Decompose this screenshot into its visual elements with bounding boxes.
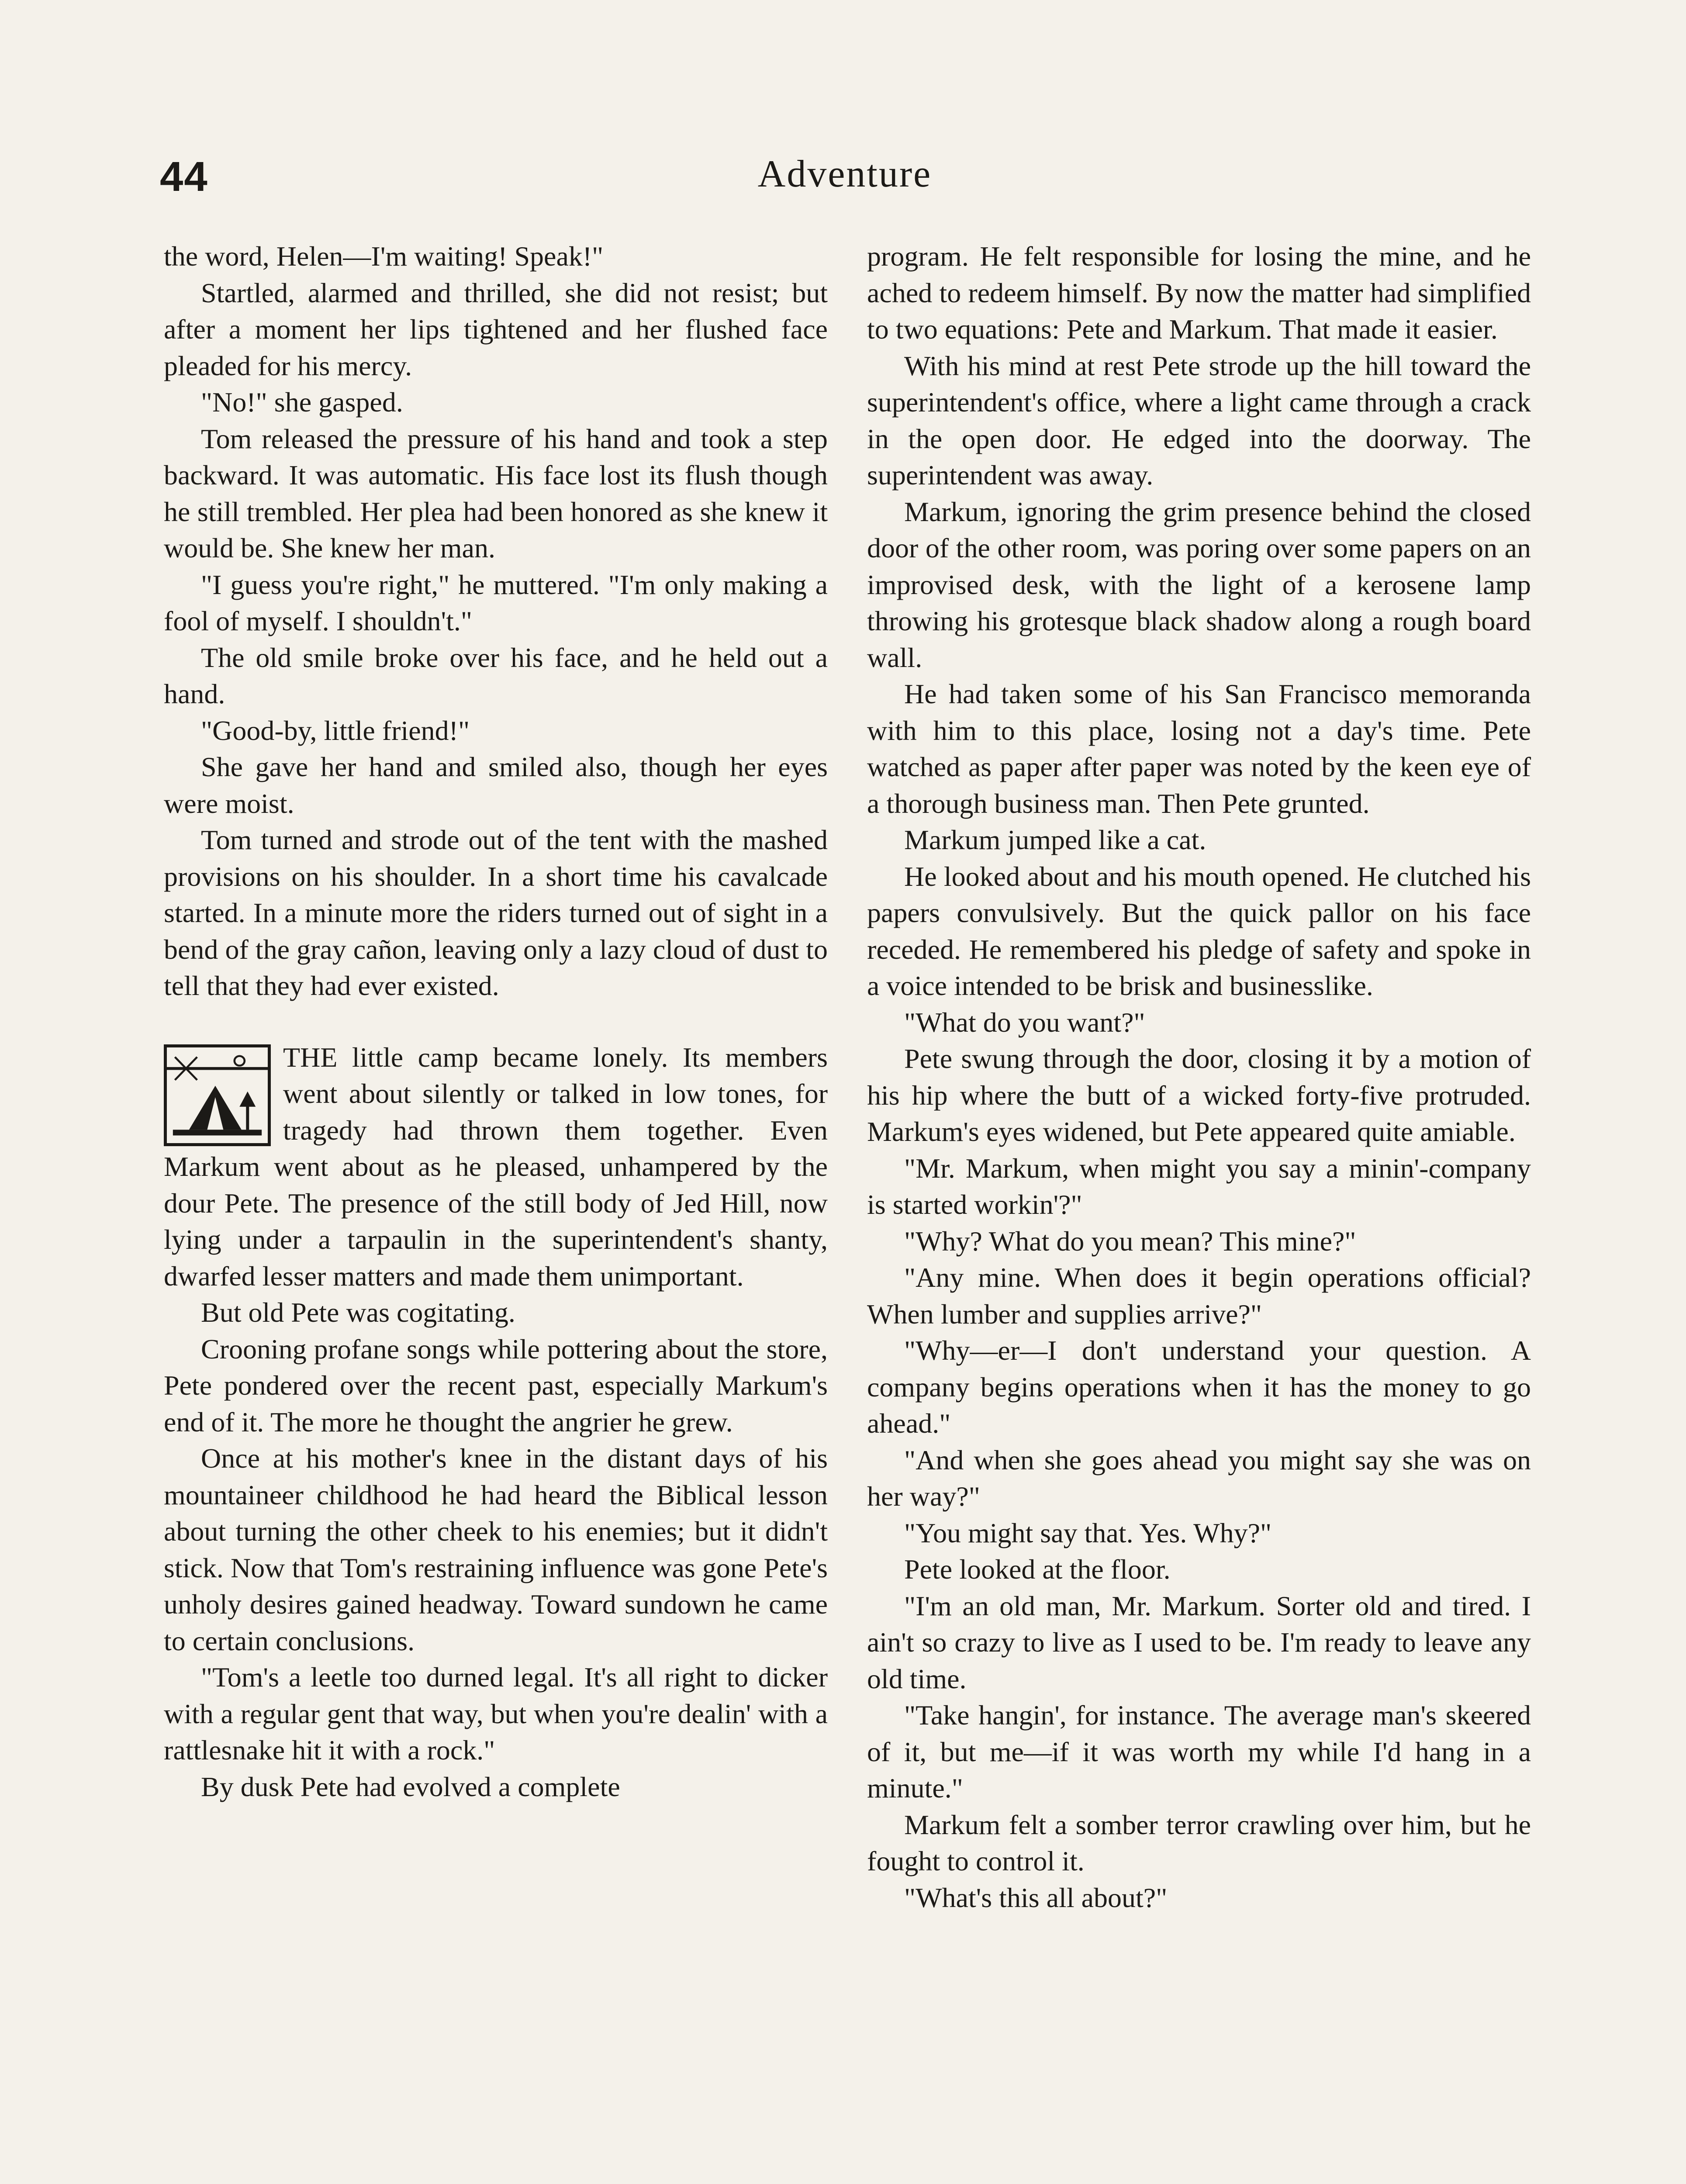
paragraph: "Why—er—I don't understand your question. A company begins operations when it has the money to go ahead." xyxy=(867,1335,1531,1439)
paragraph: But old Pete was cogitating. xyxy=(201,1297,515,1328)
paragraph: Markum, ignoring the grim presence behind the closed door of the other room, was poring over some papers on an improvised desk, with the light of a kerosene lamp throwing his grotesque black shadow along a rough board wall. xyxy=(867,496,1531,673)
paragraph: With his mind at rest Pete strode up the hill toward the superintendent's office, where a light came through a crack in the open door. He edged into the doorway. The superintendent was away. xyxy=(867,350,1531,491)
paragraph: By dusk Pete had evolved a complete xyxy=(201,1771,620,1802)
running-title: Adventure xyxy=(757,153,932,195)
paragraph: Startled, alarmed and thrilled, she did not resist; but after a moment her lips tightened and her flushed face pleaded for his mercy. xyxy=(164,277,828,381)
paragraph: "Why? What do you mean? This mine?" xyxy=(904,1225,1356,1257)
paragraph: He looked about and his mouth opened. He clutched his papers convulsively. But the quick pallor on his face receded. He remembered his pledge of safety and spoke in a voice intended to be brisk and businesslike. xyxy=(867,860,1531,1001)
paragraph: "You might say that. Yes. Why?" xyxy=(904,1517,1272,1548)
paragraph: Tom released the pressure of his hand and took a step backward. It was automatic. His face lost its flush though he still trembled. Her plea had been honored as she knew it would be. She knew her man. xyxy=(164,423,828,563)
paragraph: Pete swung through the door, closing it by a motion of his hip where the butt of a wicked forty-five protruded. Markum's eyes widened, but Pete appeared quite amiable. xyxy=(867,1043,1531,1147)
page-header xyxy=(160,149,1530,210)
paragraph: Crooning profane songs while pottering about the store, Pete pondered over the recent past, especially Markum's end of it. The more he thought the angrier he grew. xyxy=(164,1333,828,1438)
paragraph: Pete looked at the floor. xyxy=(904,1554,1171,1585)
camp-tent-ornament-icon xyxy=(164,1044,271,1146)
paragraph: The old smile broke over his face, and he held out a hand. xyxy=(164,642,828,709)
paragraph: Markum jumped like a cat. xyxy=(904,824,1206,855)
paragraph: "I guess you're right," he muttered. "I'm only making a fool of myself. I shouldn't." xyxy=(164,569,828,636)
paragraph: "And when she goes ahead you might say she was on her way?" xyxy=(867,1444,1531,1512)
paragraph: program. He felt responsible for losing the mine, and he ached to redeem himself. By now the matter had simplified to two equations: Pete and Markum. That made it easier. xyxy=(867,241,1531,345)
paragraph: He had taken some of his San Francisco memoranda with him to this place, losing not a day's time. Pete watched as paper after paper was noted by the keen eye of a thorough business man. Then Pete grunted. xyxy=(867,678,1531,819)
paragraph: Markum felt a somber terror crawling over him, but he fought to control it. xyxy=(867,1809,1531,1876)
paragraph: "Good-by, little friend!" xyxy=(201,715,470,746)
paragraph: "I'm an old man, Mr. Markum. Sorter old and tired. I ain't so crazy to live as I used to be. I'm ready to leave any old time. xyxy=(867,1590,1531,1694)
paragraph: "Take hangin', for instance. The average man's skeered of it, but me—if it was worth my while I'd hang in a minute." xyxy=(867,1700,1531,1804)
right-column xyxy=(867,238,1531,1916)
paragraph: "Tom's a leetle too durned legal. It's all right to dicker with a regular gent that way, but when you're dealin' with a rattlesnake hit it with a rock." xyxy=(164,1662,828,1766)
page-number: 44 xyxy=(160,153,208,200)
paragraph: "Mr. Markum, when might you say a minin'-company is started workin'?" xyxy=(867,1152,1531,1220)
paragraph: THE little camp became lonely. Its members went about silently or talked in low tones, for tragedy had thrown them together. Even Markum went about as he pleased, unhampered by the dour Pete. The presence of the still body of Jed Hill, now lying under a tarpaulin in the superintendent's shanty, dwarfed lesser matters and made them unimportant. xyxy=(164,1041,828,1292)
left-column xyxy=(164,238,828,1805)
paragraph: "No!" she gasped. xyxy=(201,387,403,418)
paragraph: Tom turned and strode out of the tent with the mashed provisions on his shoulder. In a short time his cavalcade started. In a minute more the riders turned out of sight in a bend of the gray cañon, leaving only a lazy cloud of dust to tell that they had ever existed. xyxy=(164,824,828,1001)
paragraph: "What's this all about?" xyxy=(904,1882,1168,1913)
paragraph: "Any mine. When does it begin operations official? When lumber and supplies arrive?" xyxy=(867,1262,1531,1330)
paragraph: "What do you want?" xyxy=(904,1006,1145,1038)
paragraph: She gave her hand and smiled also, though her eyes were moist. xyxy=(164,751,828,819)
section-break xyxy=(164,1039,828,1295)
paragraph: Once at his mother's knee in the distant days of his mountaineer childhood he had heard the Biblical lesson about turning the other cheek to his enemies; but it didn't stick. Now that Tom's restraining influence was gone Pete's unholy desires gained headway. Toward sundown he came to certain conclusions. xyxy=(164,1443,828,1656)
paragraph: the word, Helen—I'm waiting! Speak!" xyxy=(164,241,604,272)
